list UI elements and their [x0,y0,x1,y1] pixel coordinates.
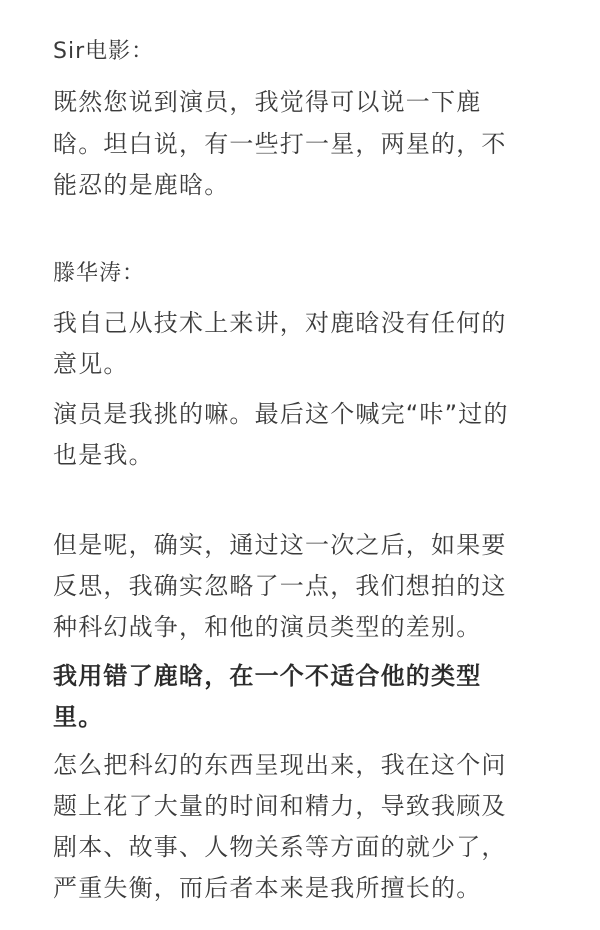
paragraph-line: 严重失衡，而后者本来是我所擅长的。 [53,874,482,902]
paragraph-line: 题上花了大量的时间和精力，导致我顾及 [53,792,507,820]
bold-paragraph-line: 我用错了鹿晗，在一个不适合他的类型 [53,662,482,690]
paragraph-line: 种科幻战争，和他的演员类型的差别。 [53,613,482,641]
paragraph-line: 反思，我确实忽略了一点，我们想拍的这 [53,572,507,600]
paragraph-line: 也是我。 [53,441,154,469]
speaker-label-sir: Sir电影： [53,39,155,64]
bold-paragraph-line: 里。 [53,703,104,731]
paragraph-line: 但是呢，确实，通过这一次之后，如果要 [53,531,507,559]
paragraph-line: 既然您说到演员，我觉得可以说一下鹿 [53,88,482,116]
paragraph-line: 剧本、故事、人物关系等方面的就少了， [53,833,507,861]
paragraph-line: 晗。坦白说，有一些打一星，两星的，不 [53,130,507,158]
paragraph-line: 怎么把科幻的东西呈现出来，我在这个问 [53,751,507,779]
paragraph-line: 能忍的是鹿晗。 [53,171,230,199]
speaker-label-teng: 滕华涛： [53,261,146,286]
paragraph-line: 演员是我挑的嘛。最后这个喊完“咔”过的 [53,400,509,428]
paragraph-line: 我自己从技术上来讲，对鹿晗没有任何的 [53,309,507,337]
paragraph-line: 意见。 [53,350,129,378]
